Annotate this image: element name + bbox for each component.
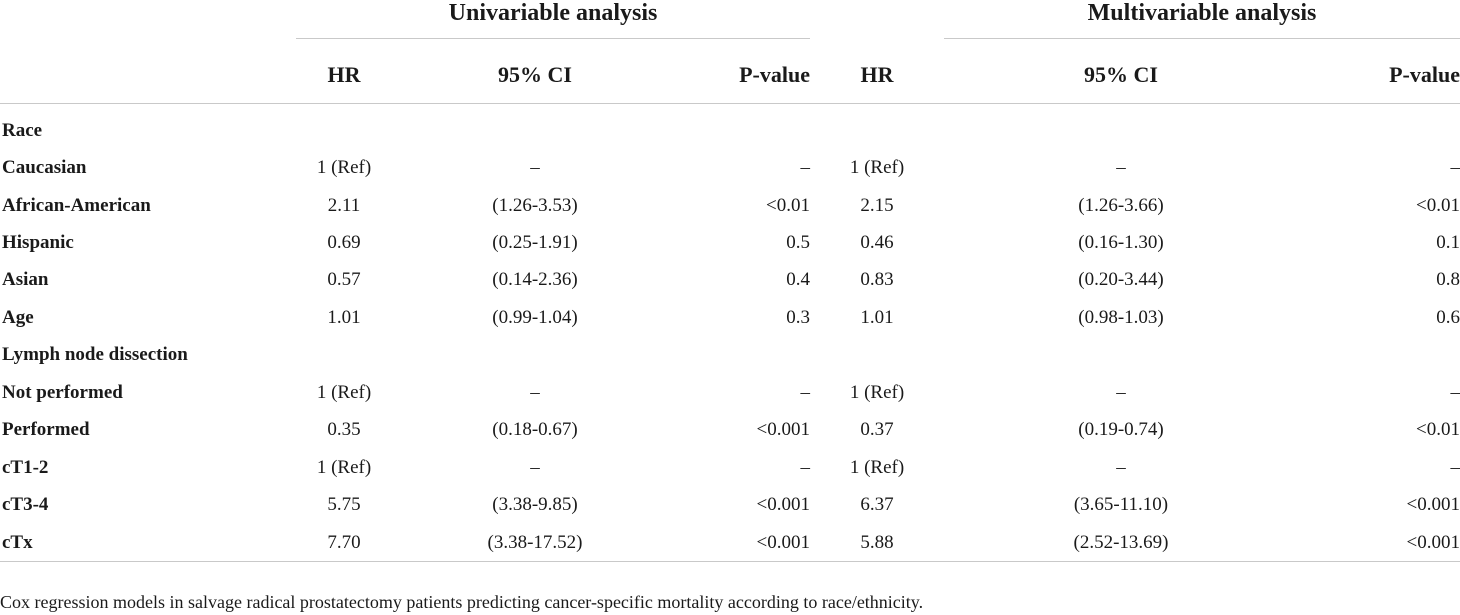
multi-ci-cell: – bbox=[1116, 456, 1126, 478]
uni-p-cell: 0.5 bbox=[786, 232, 810, 254]
column-header-row bbox=[0, 46, 1460, 104]
multi-ci-cell: (0.98-1.03) bbox=[1078, 306, 1164, 328]
uni-ci-cell: – bbox=[530, 381, 540, 403]
multi-hr-cell: 5.88 bbox=[810, 524, 944, 562]
multi-p-cell bbox=[1298, 104, 1460, 150]
multi-p-cell bbox=[1298, 337, 1460, 374]
table-row bbox=[0, 486, 1460, 523]
multi-hr-cell: 1 (Ref) bbox=[849, 456, 905, 478]
uni-p-cell: 0.4 bbox=[786, 269, 810, 291]
multi-p-cell: <0.001 bbox=[1298, 524, 1460, 562]
col-header-multi-p: P-value bbox=[1298, 46, 1460, 104]
row-label: cT3-4 bbox=[2, 494, 49, 516]
univariable-group-rule bbox=[296, 38, 810, 39]
multi-ci-cell: (1.26-3.66) bbox=[1078, 194, 1164, 216]
table-row bbox=[0, 299, 1460, 336]
col-header-uni-hr: HR bbox=[296, 46, 392, 104]
multi-hr-cell: 1 (Ref) bbox=[849, 157, 905, 179]
uni-hr-cell: 2.11 bbox=[327, 194, 361, 216]
row-label: cTx bbox=[0, 524, 296, 562]
row-label: Performed bbox=[2, 419, 90, 441]
results-table bbox=[0, 46, 1460, 562]
uni-ci-cell: (0.14-2.36) bbox=[492, 269, 578, 291]
multi-p-cell: 0.1 bbox=[1436, 232, 1460, 254]
multi-p-cell: 0.6 bbox=[1436, 306, 1460, 328]
uni-p-cell: 0.3 bbox=[786, 306, 810, 328]
multi-hr-cell: 0.46 bbox=[860, 232, 894, 254]
uni-ci-cell: – bbox=[530, 456, 540, 478]
multi-hr-cell bbox=[810, 104, 944, 150]
multi-p-cell: 0.8 bbox=[1436, 269, 1460, 291]
multi-ci-cell: (3.65-11.10) bbox=[1073, 494, 1169, 516]
col-header-multi-hr: HR bbox=[810, 46, 944, 104]
table-row bbox=[0, 449, 1460, 486]
table-row bbox=[0, 374, 1460, 411]
multi-p-cell: – bbox=[1450, 456, 1460, 478]
uni-hr-cell: 1 (Ref) bbox=[316, 456, 372, 478]
uni-p-cell: – bbox=[800, 456, 810, 478]
multi-hr-cell bbox=[810, 337, 944, 374]
multi-ci-cell: – bbox=[1116, 381, 1126, 403]
uni-hr-cell: 0.35 bbox=[327, 419, 361, 441]
uni-hr-cell bbox=[296, 337, 392, 374]
uni-ci-cell: (3.38-17.52) bbox=[392, 524, 678, 562]
uni-hr-cell: 1 (Ref) bbox=[316, 381, 372, 403]
uni-ci-cell: (3.38-9.85) bbox=[492, 494, 578, 516]
uni-hr-cell: 1.01 bbox=[327, 306, 361, 328]
uni-hr-cell: 1 (Ref) bbox=[316, 157, 372, 179]
uni-ci-cell: – bbox=[530, 157, 540, 179]
uni-hr-cell: 0.57 bbox=[327, 269, 361, 291]
uni-hr-cell: 7.70 bbox=[296, 524, 392, 562]
col-header-uni-ci: 95% CI bbox=[392, 46, 678, 104]
uni-ci-cell: (1.26-3.53) bbox=[492, 194, 578, 216]
multi-p-cell: <0.01 bbox=[1416, 419, 1460, 441]
multi-ci-cell bbox=[944, 104, 1298, 150]
uni-hr-cell: 5.75 bbox=[327, 494, 361, 516]
multi-p-cell: <0.01 bbox=[1416, 194, 1460, 216]
row-label: African-American bbox=[2, 194, 151, 216]
table-row bbox=[0, 524, 1460, 562]
row-label: Caucasian bbox=[2, 157, 87, 179]
multi-hr-cell: 1 (Ref) bbox=[849, 381, 905, 403]
multi-hr-cell: 2.15 bbox=[860, 194, 894, 216]
table-row bbox=[0, 187, 1460, 224]
uni-p-cell bbox=[678, 104, 810, 150]
uni-p-cell: <0.001 bbox=[756, 494, 810, 516]
uni-p-cell bbox=[678, 337, 810, 374]
row-label: Age bbox=[2, 306, 34, 328]
row-label: Race bbox=[2, 119, 43, 141]
uni-ci-cell bbox=[392, 104, 678, 150]
univariable-group-header: Univariable analysis bbox=[448, 0, 658, 26]
table-row bbox=[0, 104, 1460, 150]
multi-p-cell: – bbox=[1450, 381, 1460, 403]
table-caption: Cox regression models in salvage radical prostatectomy patients predicting cancer-specific mortality according to race/ethnicity. bbox=[0, 592, 924, 612]
row-label: Asian bbox=[2, 269, 49, 291]
col-header-uni-p: P-value bbox=[678, 46, 810, 104]
table-row bbox=[0, 224, 1460, 261]
row-label: cT1-2 bbox=[2, 456, 49, 478]
uni-p-cell: – bbox=[800, 381, 810, 403]
multi-ci-cell: (2.52-13.69) bbox=[944, 524, 1298, 562]
multi-ci-cell: (0.19-0.74) bbox=[1078, 419, 1164, 441]
uni-ci-cell: (0.18-0.67) bbox=[492, 419, 578, 441]
table-row bbox=[0, 412, 1460, 449]
col-header-multi-ci: 95% CI bbox=[944, 46, 1298, 104]
multivariable-group-header: Multivariable analysis bbox=[1087, 0, 1317, 26]
table-row bbox=[0, 337, 1460, 374]
multi-ci-cell: – bbox=[1116, 157, 1126, 179]
multi-p-cell: – bbox=[1450, 157, 1460, 179]
multi-hr-cell: 0.37 bbox=[860, 419, 894, 441]
multi-hr-cell: 6.37 bbox=[860, 494, 894, 516]
uni-ci-cell: (0.25-1.91) bbox=[492, 232, 578, 254]
uni-p-cell: <0.01 bbox=[766, 194, 810, 216]
multivariable-group-rule bbox=[944, 38, 1460, 39]
multi-hr-cell: 0.83 bbox=[860, 269, 894, 291]
multi-ci-cell: (0.16-1.30) bbox=[1078, 232, 1164, 254]
uni-p-cell: <0.001 bbox=[678, 524, 810, 562]
multi-ci-cell bbox=[944, 337, 1298, 374]
uni-p-cell: – bbox=[800, 157, 810, 179]
uni-ci-cell: (0.99-1.04) bbox=[492, 306, 578, 328]
row-label: Not performed bbox=[2, 381, 123, 403]
table-row bbox=[0, 149, 1460, 186]
table-row bbox=[0, 262, 1460, 299]
uni-hr-cell bbox=[296, 104, 392, 150]
uni-ci-cell bbox=[392, 337, 678, 374]
row-label-header bbox=[0, 46, 296, 104]
multi-p-cell: <0.001 bbox=[1406, 494, 1460, 516]
multi-hr-cell: 1.01 bbox=[860, 306, 894, 328]
multi-ci-cell: (0.20-3.44) bbox=[1078, 269, 1164, 291]
row-label: Hispanic bbox=[2, 232, 74, 254]
uni-p-cell: <0.001 bbox=[756, 419, 810, 441]
uni-hr-cell: 0.69 bbox=[327, 232, 361, 254]
row-label: Lymph node dissection bbox=[2, 344, 188, 366]
